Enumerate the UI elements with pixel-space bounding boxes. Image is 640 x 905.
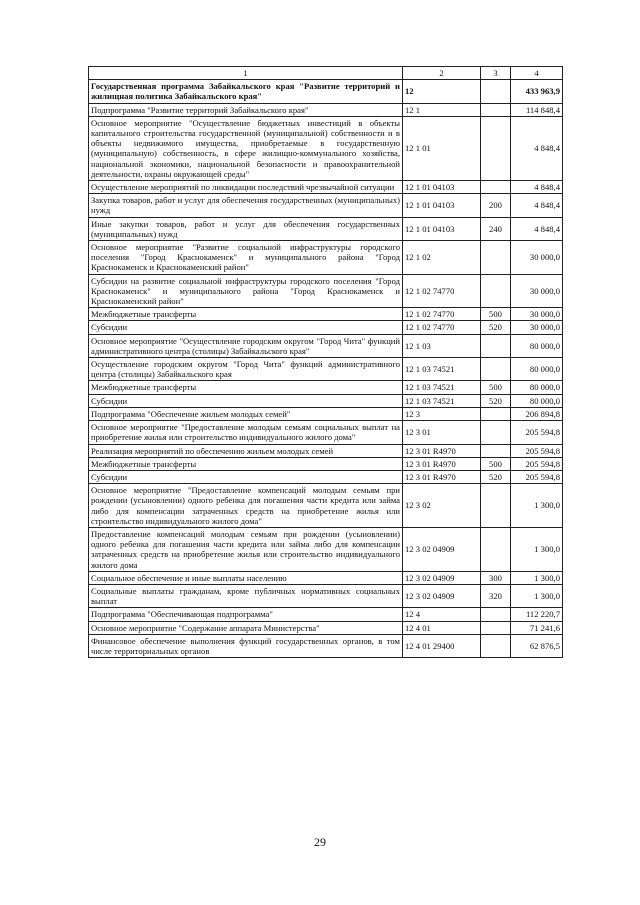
header-col-4: 4 [511, 67, 563, 80]
table-row [89, 444, 563, 457]
row-name-cell: Основное мероприятие "Развитие социальной инфраструктуры городского поселения "Город Краснокаменск" и муниципального района "Город Краснокаменск и Краснокаменский район" [89, 241, 403, 275]
header-col-3: 3 [481, 67, 511, 80]
table-row [89, 571, 563, 584]
row-amount-cell: 1 300,0 [511, 484, 563, 528]
row-code-cell: 12 3 01 R4970 [403, 457, 481, 470]
row-type-cell [481, 421, 511, 444]
table-row [89, 381, 563, 394]
row-type-cell [481, 634, 511, 657]
row-name-cell: Межбюджетные трансферты [89, 381, 403, 394]
row-amount-cell: 206 894,8 [511, 407, 563, 420]
row-name-cell: Осуществление городским округом "Город Чита" функций административного центра (столицы) Забайкальского края [89, 358, 403, 381]
row-amount-cell: 4 848,4 [511, 217, 563, 240]
table-row [89, 194, 563, 217]
row-amount-cell: 1 300,0 [511, 584, 563, 607]
row-type-cell [481, 274, 511, 308]
row-name-cell: Социальные выплаты гражданам, кроме публичных нормативных социальных выплат [89, 584, 403, 607]
row-type-cell: 200 [481, 194, 511, 217]
row-code-cell: 12 1 03 74521 [403, 394, 481, 407]
row-name-cell: Предоставление компенсаций молодым семьям при рождении (усыновлении) одного ребенка для погашения части кредита или займа либо для компенсации затраченных средств на приобретение жилья или строительство индивидуального жилого дома [89, 527, 403, 571]
row-name-cell: Межбюджетные трансферты [89, 308, 403, 321]
row-code-cell: 12 3 01 [403, 421, 481, 444]
table-row [89, 527, 563, 571]
table-row [89, 116, 563, 180]
table-row [89, 634, 563, 657]
table-row [89, 407, 563, 420]
row-code-cell: 12 1 03 74521 [403, 358, 481, 381]
row-amount-cell: 4 848,4 [511, 181, 563, 194]
row-amount-cell: 4 848,4 [511, 194, 563, 217]
table-row [89, 621, 563, 634]
table-row [89, 394, 563, 407]
row-code-cell: 12 4 01 29400 [403, 634, 481, 657]
row-type-cell [481, 527, 511, 571]
row-type-cell: 520 [481, 394, 511, 407]
row-name-cell: Субсидии [89, 470, 403, 483]
header-col-2: 2 [403, 67, 481, 80]
table-row [89, 80, 563, 103]
row-name-cell: Подпрограмма "Развитие территорий Забайкальского края" [89, 103, 403, 116]
row-name-cell: Субсидии [89, 321, 403, 334]
row-code-cell: 12 4 01 [403, 621, 481, 634]
row-name-cell: Межбюджетные трансферты [89, 457, 403, 470]
row-code-cell: 12 3 01 R4970 [403, 470, 481, 483]
row-name-cell: Основное мероприятие "Предоставление молодым семьям социальных выплат на приобретение жилья или строительство индивидуального жилого дома" [89, 421, 403, 444]
row-type-cell [481, 484, 511, 528]
header-col-1: 1 [89, 67, 403, 80]
row-type-cell: 320 [481, 584, 511, 607]
row-amount-cell: 62 876,5 [511, 634, 563, 657]
table-row [89, 484, 563, 528]
row-name-cell: Основное мероприятие "Содержание аппарата Министерства" [89, 621, 403, 634]
row-amount-cell: 30 000,0 [511, 274, 563, 308]
row-type-cell [481, 358, 511, 381]
row-type-cell [481, 334, 511, 357]
row-code-cell: 12 1 03 74521 [403, 381, 481, 394]
row-amount-cell: 205 594,8 [511, 444, 563, 457]
table-row [89, 358, 563, 381]
row-name-cell: Субсидии [89, 394, 403, 407]
table-header-row [89, 67, 563, 80]
table-row [89, 608, 563, 621]
row-type-cell: 500 [481, 381, 511, 394]
row-code-cell: 12 3 02 04909 [403, 584, 481, 607]
row-code-cell: 12 3 02 04909 [403, 571, 481, 584]
row-type-cell: 500 [481, 308, 511, 321]
row-name-cell: Основное мероприятие "Осуществление бюджетных инвестиций в объекты капитального строительства государственной (муниципальной) собственности и в объекты недвижимого имущества, приобретаемые в государственную (муниципальную) собственность, в сфере жилищно-коммунального хозяйства, национальной экономики, национальной безопасности и правоохранительной деятельности, охраны окружающей среды" [89, 116, 403, 180]
row-code-cell: 12 3 01 R4970 [403, 444, 481, 457]
row-code-cell: 12 1 01 04103 [403, 217, 481, 240]
row-code-cell: 12 1 02 74770 [403, 274, 481, 308]
row-name-cell: Подпрограмма "Обеспечивающая подпрограмма" [89, 608, 403, 621]
row-amount-cell: 71 241,6 [511, 621, 563, 634]
table-row [89, 470, 563, 483]
row-type-cell [481, 181, 511, 194]
row-amount-cell: 80 000,0 [511, 334, 563, 357]
row-name-cell: Реализация мероприятий по обеспечению жильем молодых семей [89, 444, 403, 457]
row-amount-cell: 30 000,0 [511, 241, 563, 275]
page-number: 29 [314, 835, 326, 849]
row-code-cell: 12 [403, 80, 481, 103]
table-row [89, 334, 563, 357]
row-code-cell: 12 3 [403, 407, 481, 420]
row-name-cell: Осуществление мероприятий по ликвидации последствий чрезвычайной ситуации [89, 181, 403, 194]
row-amount-cell: 205 594,8 [511, 421, 563, 444]
row-amount-cell: 30 000,0 [511, 308, 563, 321]
row-code-cell: 12 1 02 [403, 241, 481, 275]
row-amount-cell: 80 000,0 [511, 381, 563, 394]
row-code-cell: 12 1 03 [403, 334, 481, 357]
table-row [89, 421, 563, 444]
row-amount-cell: 114 848,4 [511, 103, 563, 116]
row-type-cell: 520 [481, 321, 511, 334]
row-name-cell: Закупка товаров, работ и услуг для обеспечения государственных (муниципальных) нужд [89, 194, 403, 217]
table-row [89, 584, 563, 607]
row-code-cell: 12 3 02 04909 [403, 527, 481, 571]
row-code-cell: 12 4 [403, 608, 481, 621]
row-type-cell [481, 241, 511, 275]
table-row [89, 181, 563, 194]
row-amount-cell: 433 963,9 [511, 80, 563, 103]
table-row [89, 274, 563, 308]
table-row [89, 457, 563, 470]
row-type-cell [481, 444, 511, 457]
row-code-cell: 12 1 02 74770 [403, 321, 481, 334]
row-code-cell: 12 1 [403, 103, 481, 116]
row-amount-cell: 1 300,0 [511, 527, 563, 571]
row-name-cell: Иные закупки товаров, работ и услуг для обеспечения государственных (муниципальных) нужд [89, 217, 403, 240]
row-amount-cell: 80 000,0 [511, 358, 563, 381]
row-amount-cell: 205 594,8 [511, 470, 563, 483]
row-type-cell: 240 [481, 217, 511, 240]
row-type-cell [481, 116, 511, 180]
row-amount-cell: 30 000,0 [511, 321, 563, 334]
row-name-cell: Социальное обеспечение и иные выплаты населению [89, 571, 403, 584]
row-type-cell [481, 80, 511, 103]
row-name-cell: Основное мероприятие "Предоставление компенсаций молодым семьям при рождении (усыновлении) одного ребенка для погашения части кредита или займа либо для компенсации затраченных средств на приобретение жилья или строительство индивидуального жилого дома" [89, 484, 403, 528]
table-row [89, 241, 563, 275]
row-type-cell: 300 [481, 571, 511, 584]
row-amount-cell: 4 848,4 [511, 116, 563, 180]
row-amount-cell: 80 000,0 [511, 394, 563, 407]
row-code-cell: 12 3 02 [403, 484, 481, 528]
row-type-cell [481, 608, 511, 621]
row-amount-cell: 1 300,0 [511, 571, 563, 584]
table-row [89, 308, 563, 321]
budget-table [88, 66, 563, 658]
table-row [89, 217, 563, 240]
row-name-cell: Подпрограмма "Обеспечение жильем молодых семей" [89, 407, 403, 420]
row-type-cell: 500 [481, 457, 511, 470]
row-amount-cell: 205 594,8 [511, 457, 563, 470]
row-name-cell: Государственная программа Забайкальского края "Развитие территорий и жилищная политика Забайкальского края" [89, 80, 403, 103]
row-name-cell: Основное мероприятие "Осуществление городским округом "Город Чита" функций административного центра (столицы) Забайкальского края" [89, 334, 403, 357]
row-name-cell: Субсидии на развитие социальной инфраструктуры городского поселения "Город Краснокаменск" и муниципального района "Город Краснокаменск и Краснокаменский район" [89, 274, 403, 308]
row-type-cell [481, 621, 511, 634]
row-type-cell [481, 103, 511, 116]
table-row [89, 321, 563, 334]
row-code-cell: 12 1 01 04103 [403, 181, 481, 194]
row-amount-cell: 112 220,7 [511, 608, 563, 621]
table-row [89, 103, 563, 116]
table-body [89, 67, 563, 658]
row-type-cell [481, 407, 511, 420]
row-code-cell: 12 1 01 04103 [403, 194, 481, 217]
row-code-cell: 12 1 01 [403, 116, 481, 180]
row-name-cell: Финансовое обеспечение выполнения функций государственных органов, в том числе территориальных органов [89, 634, 403, 657]
row-code-cell: 12 1 02 74770 [403, 308, 481, 321]
row-type-cell: 520 [481, 470, 511, 483]
